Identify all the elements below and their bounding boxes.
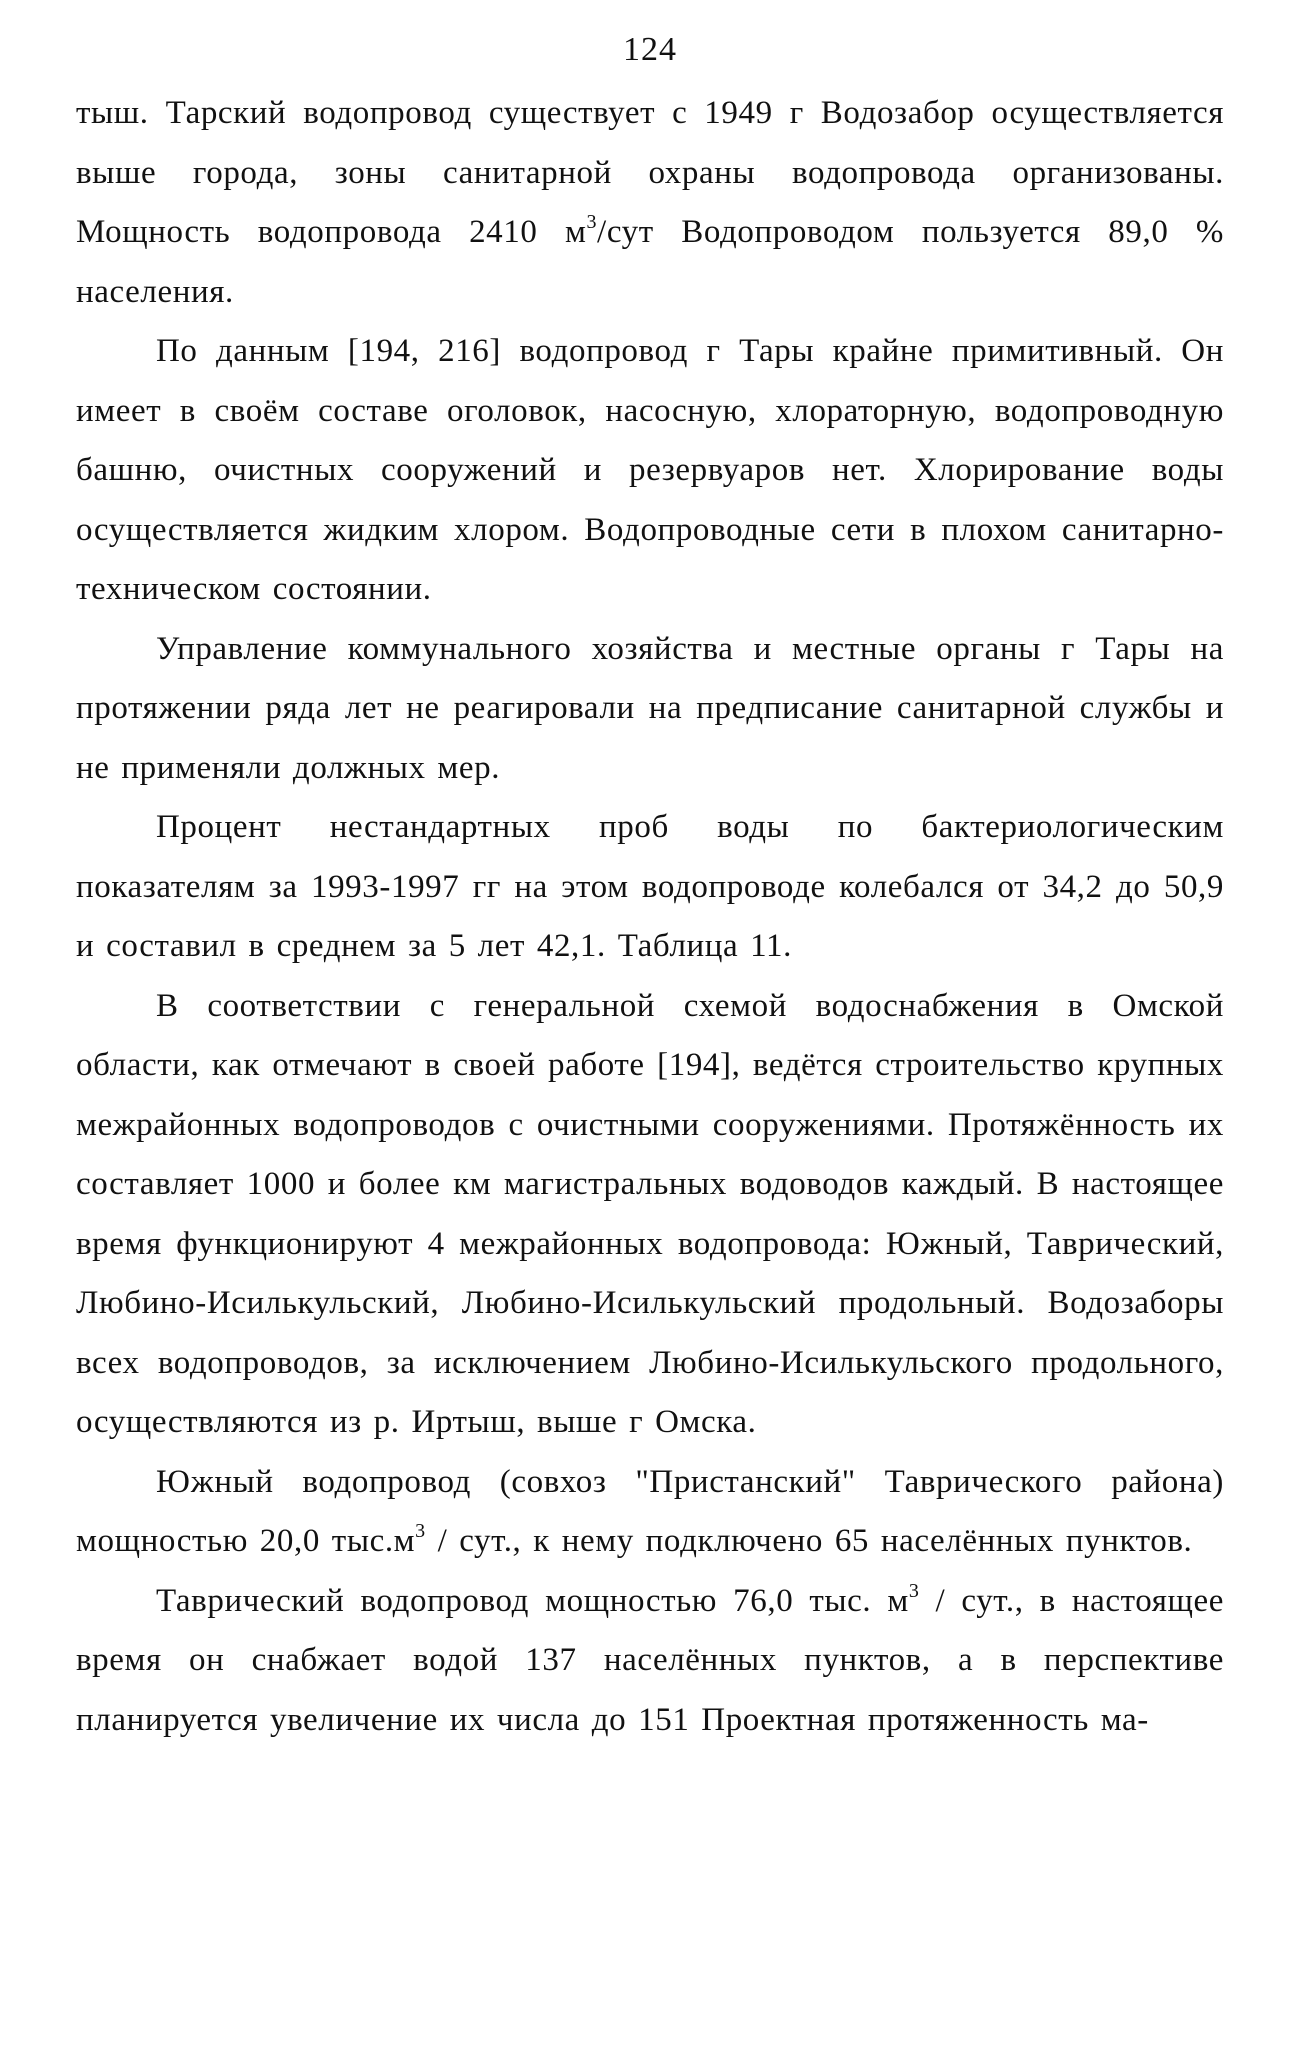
paragraph <box>76 620 1224 799</box>
paragraph <box>76 84 1224 322</box>
paragraph <box>76 1572 1224 1751</box>
superscript: 3 <box>586 211 598 233</box>
paragraph-text: Управление коммунального хозяйства и местные органы г Тары на протяжении ряда лет не реагировали на предписание санитарной службы и не применяли должных мер. <box>76 630 1224 786</box>
superscript: 3 <box>908 1579 920 1602</box>
body-text <box>76 84 1224 1750</box>
paragraph-text: Таврический водопровод мощностью 76,0 тыс. м <box>156 1582 909 1619</box>
paragraph-text: В соответствии с генеральной схемой водоснабжения в Омской области, как отмечают в своей работе [194], ведётся строительство крупных межрайонных водопроводов с очистными сооружениями. Протяжённость их составляет 1000 и более км магистральных водоводов каждый. В настоящее время функционируют 4 межрайонных водопровода: Южный, Таврический, Любино-Исилькульский, Любино-Исилькульский продольный. Водозаборы всех водопроводов, за исключением Любино-Исилькульского продольного, осуществляются из р. Иртыш, выше г Омска. <box>76 987 1224 1440</box>
paragraph-text: тыш. Тарский водопровод существует с 1949 г Водозабор осуществляется выше города, зоны санитарной охраны водопровода организованы. Мощность водопровода 2410 м <box>76 95 1224 250</box>
paragraph <box>76 798 1224 977</box>
paragraph <box>76 977 1224 1453</box>
page-number: 124 <box>623 31 677 68</box>
superscript: 3 <box>415 1520 426 1542</box>
paragraph <box>76 322 1224 620</box>
paragraph-text: / сут., к нему подключено 65 населённых пунктов. <box>425 1523 1193 1559</box>
paragraph-text: Южный водопровод (совхоз "Пристанский" Таврического района) мощностью 20,0 тыс.м <box>76 1463 1224 1559</box>
paragraph-text: / сут., в настоящее время он снабжает водой 137 населённых пунктов, а в перспективе планируется увеличение их числа до 151 Проектная протяженность ма- <box>76 1582 1224 1738</box>
paragraph-text: /сут Водопроводом пользуется 89,0 % населения. <box>76 214 1224 310</box>
paragraph <box>76 1453 1224 1572</box>
paragraph-text: Процент нестандартных проб воды по бактериологическим показателям за 1993-1997 гг на этом водопроводе колебался от 34,2 до 50,9 и составил в среднем за 5 лет 42,1. Таблица 11. <box>76 809 1224 964</box>
paragraph-text: По данным [194, 216] водопровод г Тары крайне примитивный. Он имеет в своём составе оголовок, насосную, хлораторную, водопроводную башню, очистных сооружений и резервуаров нет. Хлорирование воды осуществляется жидким хлором. Водопроводные сети в плохом санитарно-техническом состоянии. <box>76 333 1224 607</box>
